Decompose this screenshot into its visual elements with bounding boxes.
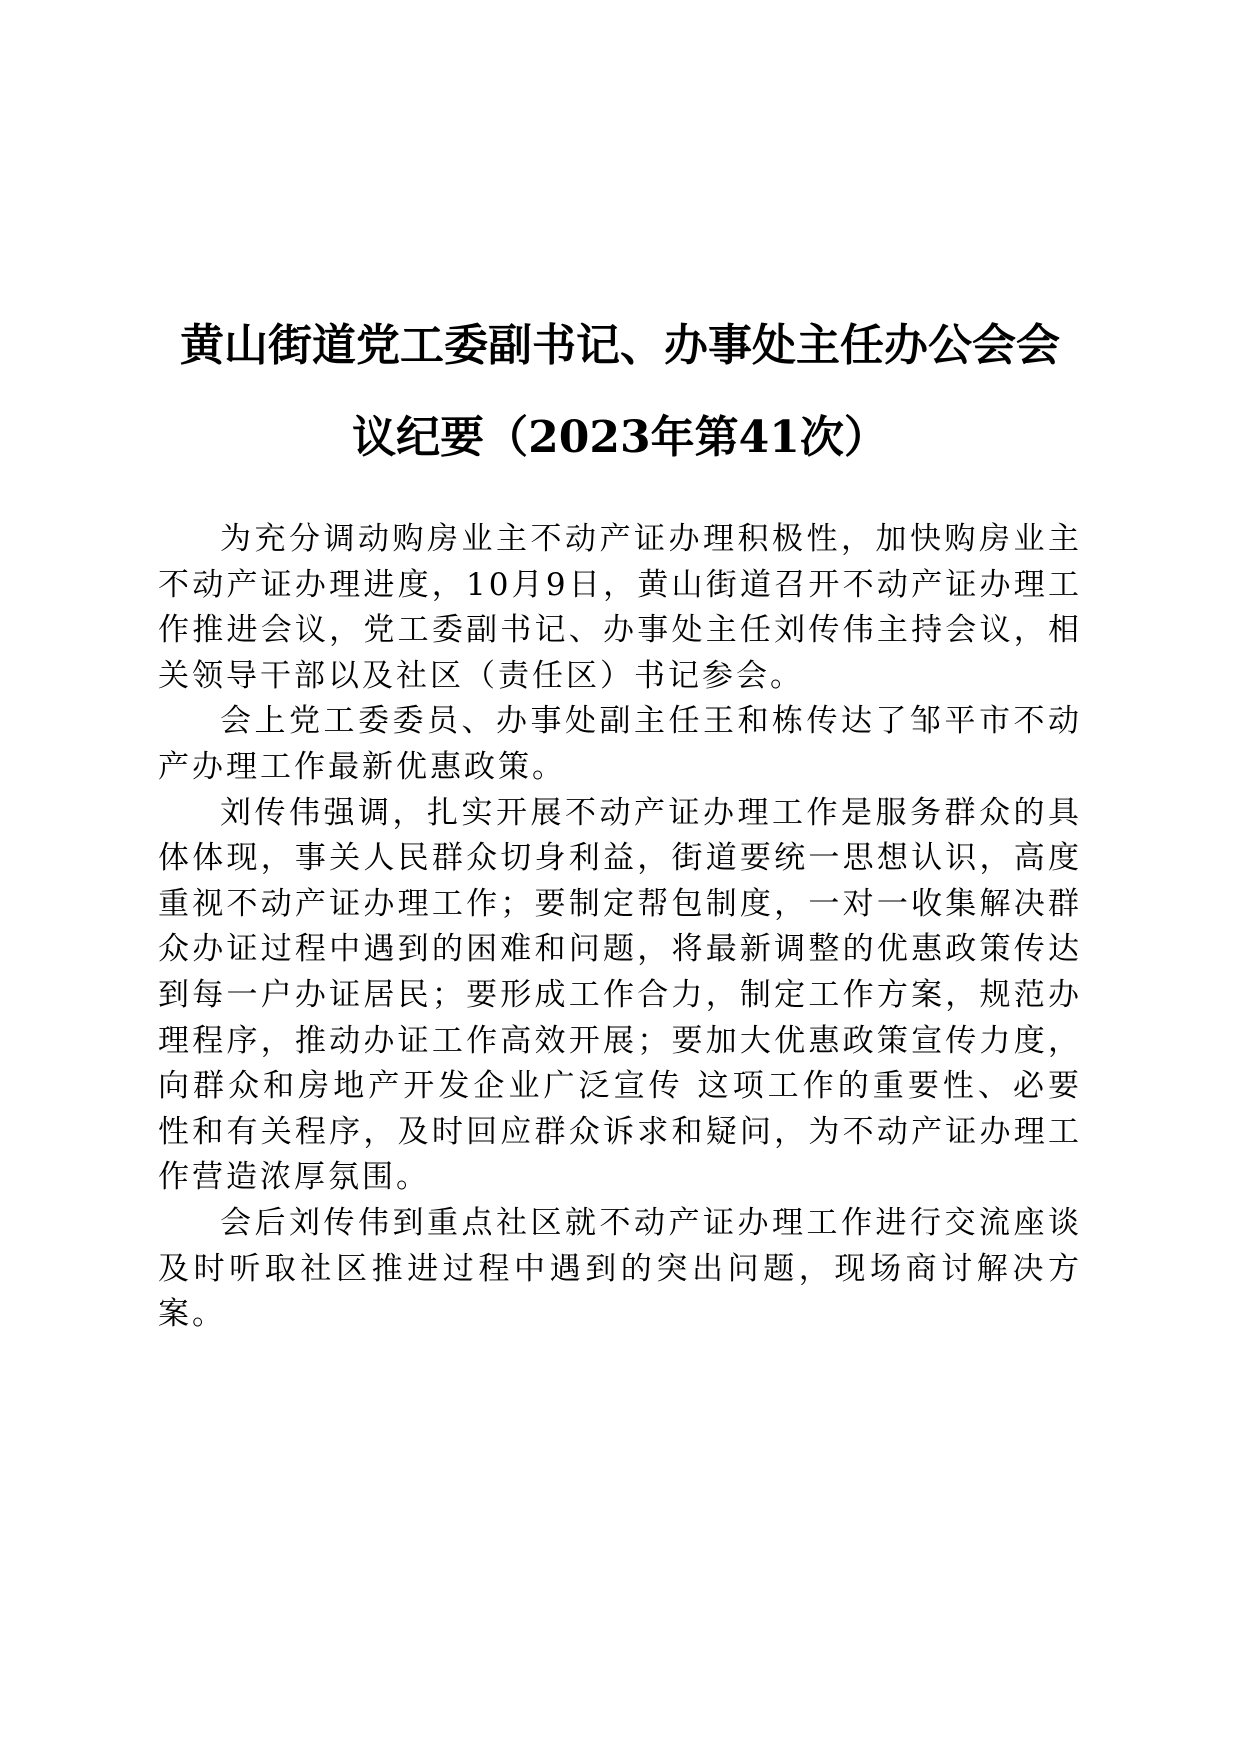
document-title xyxy=(150,300,1090,484)
document-body xyxy=(158,517,1082,1338)
title-line-1: 黄山街道党工委副书记、办事处主任办公会会 xyxy=(180,320,1060,371)
title-line-2: 议纪要（2023年第41次） xyxy=(352,412,888,463)
paragraph-2: 会上党工委委员、办事处副主任王和栋传达了邹平市不动产办理工作最新优惠政策。 xyxy=(158,703,1082,785)
paragraph-4: 会后刘传伟到重点社区就不动产证办理工作进行交流座谈及时听取社区推进过程中遇到的突出问题，现场商讨解决方案。 xyxy=(158,1204,1082,1333)
paragraph-1: 为充分调动购房业主不动产证办理积极性，加快购房业主不动产证办理进度，10月9日，黄山街道召开不动产证办理工作推进会议，党工委副书记、办事处主任刘传伟主持会议，相关领导干部以及社区（责任区）书记参会。 xyxy=(158,521,1082,694)
paragraph-3: 刘传伟强调，扎实开展不动产证办理工作是服务群众的具体体现，事关人民群众切身利益，街道要统一思想认识，高度重视不动产证办理工作；要制定帮包制度，一对一收集解决群众办证过程中遇到的困难和问题，将最新调整的优惠政策传达到每一户办证居民；要形成工作合力，制定工作方案，规范办理程序，推动办证工作高效开展；要加大优惠政策宣传力度，向群众和房地产开发企业广泛宣传 这项工作的重要性、必要性和有关程序，及时回应群众诉求和疑问，为不动产证办理工作营造浓厚氛围。 xyxy=(158,794,1082,1196)
